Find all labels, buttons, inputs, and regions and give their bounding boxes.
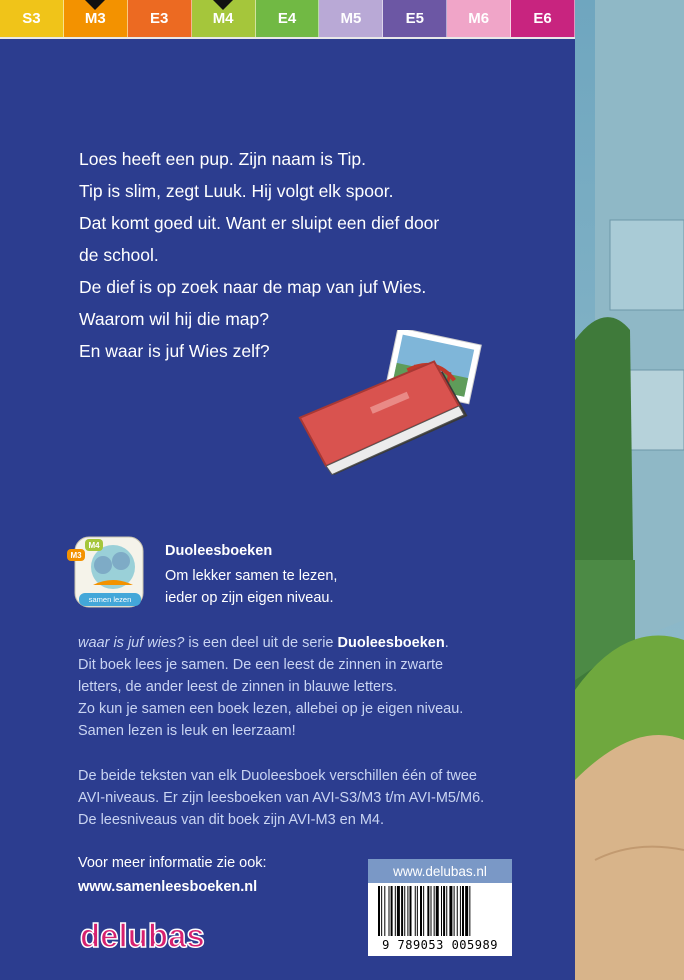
isbn-number: 9 789053 005989 <box>382 938 498 952</box>
barcode-bar <box>404 886 405 936</box>
barcode-bar <box>415 886 416 936</box>
barcode-bar <box>381 886 382 936</box>
tagline-line: ieder op zijn eigen niveau. <box>165 590 334 606</box>
level-tab-label: E4 <box>277 10 297 27</box>
barcode-bar <box>389 886 390 936</box>
blurb-line: De dief is op zoek naar de map van juf Wies. <box>79 277 427 297</box>
avi-levels-info <box>78 765 538 831</box>
delubas-logo <box>78 913 213 957</box>
level-tab-e6 <box>511 0 575 37</box>
publisher-website[interactable]: www.delubas.nl <box>368 859 512 883</box>
barcode-bar <box>465 886 468 936</box>
barcode-bar <box>427 886 429 936</box>
description-line: Dit boek lees je samen. De een leest de zinnen in zwarte <box>78 657 444 673</box>
level-tab-label: E6 <box>533 10 552 27</box>
barcode-bar <box>397 886 400 936</box>
barcode-bar <box>420 886 422 936</box>
avi-line: AVI-niveaus. Er zijn leesboeken van AVI-S3/M3 t/m AVI-M5/M6. <box>78 790 485 806</box>
intro-text: is een deel uit de serie <box>184 635 338 651</box>
series-description <box>78 632 538 742</box>
level-tab-label: E5 <box>405 10 424 27</box>
level-tab-m3 <box>64 0 128 37</box>
barcode-bar <box>395 886 396 936</box>
barcode-bar <box>391 886 393 936</box>
more-info-url[interactable]: www.samenleesboeken.nl <box>78 879 258 895</box>
barcode-bar <box>407 886 408 936</box>
barcode-bar <box>460 886 461 936</box>
blurb-line: Tip is slim, zegt Luuk. Hij volgt elk spoor. <box>79 181 394 201</box>
barcode-bar <box>378 886 380 936</box>
barcode-bar <box>417 886 418 936</box>
barcode-bar <box>469 886 470 936</box>
barcode-bar <box>446 886 447 936</box>
level-tab-m6 <box>447 0 511 37</box>
level-tab-e5 <box>383 0 447 37</box>
barcode-bar <box>410 886 412 936</box>
barcode-bar <box>441 886 442 936</box>
barcode-bar <box>443 886 445 936</box>
cover-illustration-edge <box>575 0 684 980</box>
barcode <box>372 886 508 942</box>
avi-line: De beide teksten van elk Duoleesboek verschillen één of twee <box>78 768 477 784</box>
level-tab-label: S3 <box>22 10 41 27</box>
avi-level-tabs <box>0 0 575 39</box>
active-level-marker-icon <box>85 0 105 10</box>
more-info-label: Voor meer informatie zie ook: <box>78 855 267 871</box>
level-tab-e3 <box>128 0 192 37</box>
logo-level-top: M4 <box>88 541 100 550</box>
barcode-bar <box>436 886 439 936</box>
more-info <box>78 851 267 899</box>
level-tab-label: M6 <box>468 10 490 27</box>
level-tab-m4 <box>192 0 256 37</box>
level-tab-e4 <box>256 0 320 37</box>
level-tab-s3 <box>0 0 64 37</box>
book-title: waar is juf wies? <box>78 635 185 651</box>
barcode-bar <box>434 886 435 936</box>
level-tab-label: M4 <box>212 10 234 27</box>
delubas-logo-text: delubas <box>80 917 205 954</box>
series-tagline <box>165 565 337 609</box>
blurb-line: de school. <box>79 245 159 265</box>
blurb-line: Loes heeft een pup. Zijn naam is Tip. <box>79 149 366 169</box>
level-tab-m5 <box>319 0 383 37</box>
samen-lezen-logo <box>65 535 145 610</box>
series-name: Duoleesboeken <box>337 635 445 651</box>
description-line: Samen lezen is leuk en leerzaam! <box>78 723 296 739</box>
barcode-bar <box>431 886 432 936</box>
barcode-bar <box>384 886 385 936</box>
level-tab-label: M5 <box>340 10 362 27</box>
barcode-bar <box>454 886 455 936</box>
tagline-line: Om lekker samen te lezen, <box>165 568 338 584</box>
series-title: Duoleesboeken <box>165 543 273 559</box>
barcode-bar <box>457 886 458 936</box>
level-tab-label: M3 <box>84 10 106 27</box>
description-line: Zo kun je samen een boek lezen, allebei op je eigen niveau. <box>78 701 464 717</box>
barcode-bar <box>423 886 424 936</box>
description-intro <box>78 632 538 654</box>
active-level-marker-icon <box>213 0 233 10</box>
blurb-line: En waar is juf Wies zelf? <box>79 341 270 361</box>
level-tab-label: E3 <box>150 10 169 27</box>
blurb-line: Dat komt goed uit. Want er sluipt een dief door <box>79 213 440 233</box>
barcode-bar <box>449 886 452 936</box>
description-line: letters, de ander leest de zinnen in blauwe letters. <box>78 679 398 695</box>
barcode-bar <box>462 886 464 936</box>
intro-end: . <box>444 635 449 651</box>
avi-line: De leesniveaus van dit boek zijn AVI-M3 en M4. <box>78 812 385 828</box>
red-folder-illustration <box>290 330 490 480</box>
logo-caption: samen lezen <box>88 595 132 604</box>
blurb-line: Waarom wil hij die map? <box>79 309 269 329</box>
logo-level-left: M3 <box>70 551 82 560</box>
barcode-bar <box>401 886 403 936</box>
